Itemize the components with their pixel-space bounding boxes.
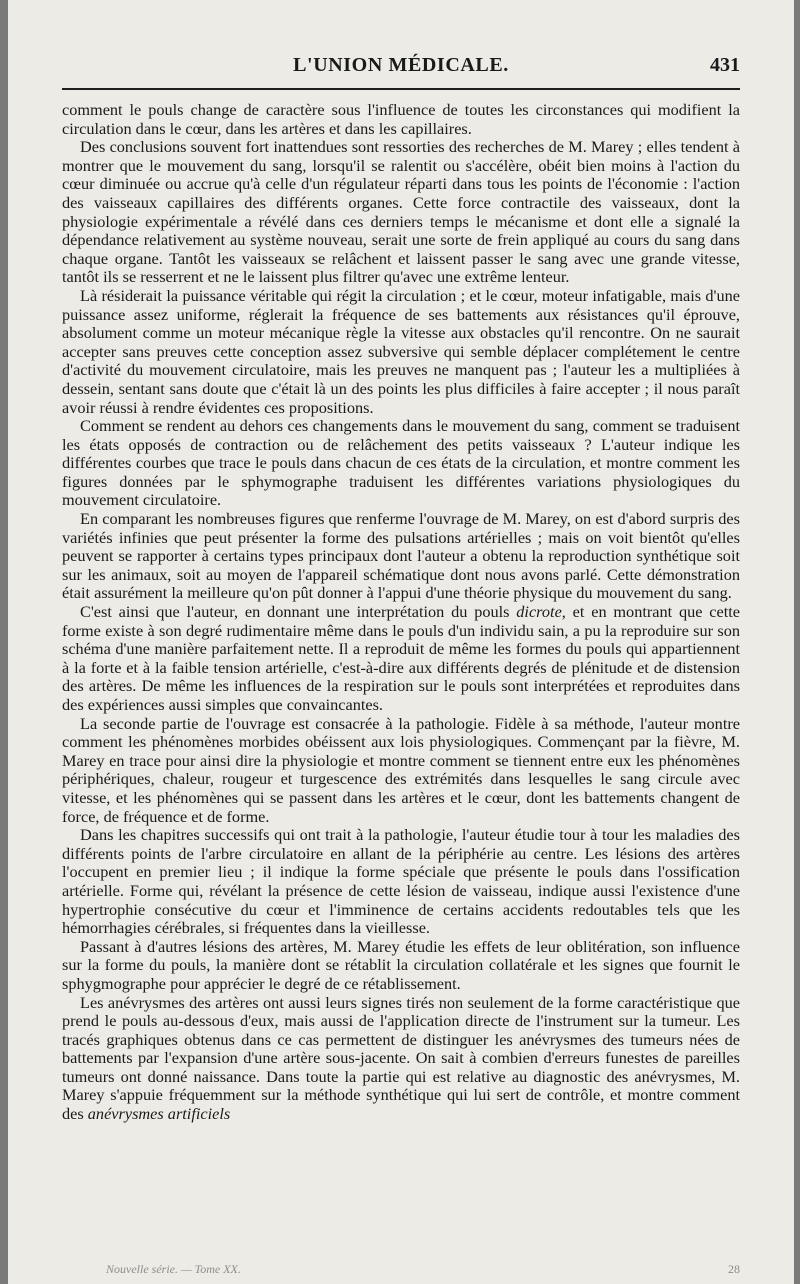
paragraph-1: comment le pouls change de caractère sous l'influence de toutes les circonstances qui modifient la circulation dans le cœur, dans les artères et dans les capillaires. — [62, 100, 740, 138]
paragraph-4: Comment se rendent au dehors ces changements dans le mouvement du sang, comment se traduisent les états opposés de contraction ou de relâchement des petits vaisseaux ? L'auteur indique les différentes courbes que trace le pouls dans chacun de ces états de la circulation, et montre comment les figures données par le sphymographe traduisent les différentes variations physiologiques du mouvement circulatoire. — [62, 416, 740, 510]
paragraph-2: Des conclusions souvent fort inattendues sont ressorties des recherches de M. Marey ; elles tendent à montrer que le mouvement du sang, lorsqu'il se ralentit ou s'accélère, obéit bien moins à l'action du cœur diminuée ou accrue qu'à celle d'un régulateur réparti dans tous les points de l'économie : l'action des vaisseaux capillaires des différents organes. Cette force contractile des vaisseaux, dont la physiologie expérimentale a révélé dans ces derniers temps le mécanisme et dont elle a signalé la dépendance relativement au système nouveau, serait une sorte de frein appliqué au cours du sang dans chaque organe. Tantôt les vaisseaux se relâchent et laissent passer le sang avec une grande vitesse, tantôt ils se resserrent et ne le laissent plus filtrer qu'avec une extrême lenteur. — [62, 137, 740, 287]
paragraph-8: Dans les chapitres successifs qui ont trait à la pathologie, l'auteur étudie tour à tour les maladies des différents points de l'arbre circulatoire en allant de la périphérie au centre. Les lésions des artères l'occupent en premier lieu ; il indique la forme spéciale que présente le pouls dans l'ossification artérielle. Forme qui, révélant la présence de cette lésion de vaisseau, indique aussi l'existence d'une hypertrophie consécutive du cœur et l'imminence de certains accidents redoutables tels que les hémorrhagies cérébrales, si fréquentes dans la vieillesse. — [62, 825, 740, 938]
paragraph-9: Passant à d'autres lésions des artères, M. Marey étudie les effets de leur oblitération, son influence sur la forme du pouls, la manière dont se rétablit la circulation collatérale et les signes que fournit le sphygmographe pour apprécier le degré de ce rétablissement. — [62, 936, 740, 993]
paragraph-10 — [62, 994, 740, 1124]
article-body — [62, 101, 740, 1124]
journal-page — [8, 0, 794, 1284]
footer-series: Nouvelle série. — Tome XX. — [106, 1262, 241, 1276]
page-number: 431 — [710, 54, 740, 76]
italic-term-dicrote: dicrote, — [516, 602, 566, 622]
paragraph-6 — [62, 603, 740, 715]
running-title: L'UNION MÉDICALE. — [293, 54, 509, 76]
page-footer — [106, 1262, 740, 1280]
paragraph-3: Là résiderait la puissance véritable qui régit la circulation ; et le cœur, moteur infatigable, mais d'une puissance assez uniforme, réglerait la fréquence de ses battements aux résistances qu'il éprouve, absolument comme un moteur mécanique règle la vitesse aux obstacles qu'il rencontre. On ne saurait accepter sans preuves cette conception assez subversive qui semble déplacer complétement le centre d'activité du mouvement circulatoire, mais les preuves ne manquent pas ; l'auteur les a multipliées à dessein, sentant sans doute que c'était là un des points les plus difficiles à faire accepter ; il nous paraît avoir réussi à rendre évidentes ces propositions. — [62, 285, 740, 417]
paragraph-10-text-before: Les anévrysmes des artères ont aussi leurs signes tirés non seulement de la forme caractéristique que prend le pouls au-dessous d'eux, mais aussi de l'application directe de l'instrument sur la tumeur. Les tracés graphiques obtenus dans ce cas permettent de distinguer les anévrysmes des tumeurs nées de battements par l'expansion d'une artère sous-jacente. On sait à combien d'erreurs funestes de pareilles tumeurs ont donné naissance. Dans toute la partie qui est relative au diagnostic des anévrysmes, M. Marey s'appuie fréquemment sur la méthode synthétique qui lui sert de contrôle, et montre comment des — [62, 992, 740, 1124]
italic-term-anevrysmes-artificiels: anévrysmes artificiels — [87, 1104, 231, 1124]
footer-signature: 28 — [728, 1262, 740, 1276]
paragraph-6-text-before: C'est ainsi que l'auteur, en donnant une interprétation du pouls — [80, 602, 517, 622]
paragraph-6-text-after: et en montrant que cette forme existe à son degré rudimentaire même dans le pouls d'un individu sain, a pu la reproduire sur son schéma d'une manière parfaitement nette. Il a reproduit de même les formes du pouls qui appartiennent à la forte et à la faible tension artérielle, c'est-à-dire aux différents degrés de plénitude et de distension des artères. De même les influences de la respiration sur le pouls sont interprétées et reproduites dans des expériences aussi simples que convaincantes. — [62, 602, 740, 714]
page-header — [62, 52, 740, 80]
paragraph-7: La seconde partie de l'ouvrage est consacrée à la pathologie. Fidèle à sa méthode, l'auteur montre comment les phénomènes morbides obéissent aux lois physiologiques. Commençant par la fièvre, M. Marey en trace pour ainsi dire la physiologie et montre comment se tiennent entre eux les phénomènes périphériques, chaleur, rougeur et turgescence des extrémités dans lesquelles le sang circule avec vitesse, et les phénomènes qui se passent dans les artères et le cœur, dont les battements changent de force, de fréquence et de forme. — [62, 713, 740, 826]
header-rule — [62, 88, 740, 90]
paragraph-5: En comparant les nombreuses figures que renferme l'ouvrage de M. Marey, on est d'abord surpris des variétés infinies que peut présenter la forme des pulsations artérielles ; mais on voit bientôt qu'elles peuvent se rapporter à certains types principaux dont l'auteur a obtenu la reproduction synthétique soit sur les animaux, soit au moyen de l'appareil schématique dont nous avons parlé. Cette démonstration était assurément la meilleure qu'on pût donner à l'appui d'une théorie physique du mouvement du sang. — [62, 509, 740, 603]
